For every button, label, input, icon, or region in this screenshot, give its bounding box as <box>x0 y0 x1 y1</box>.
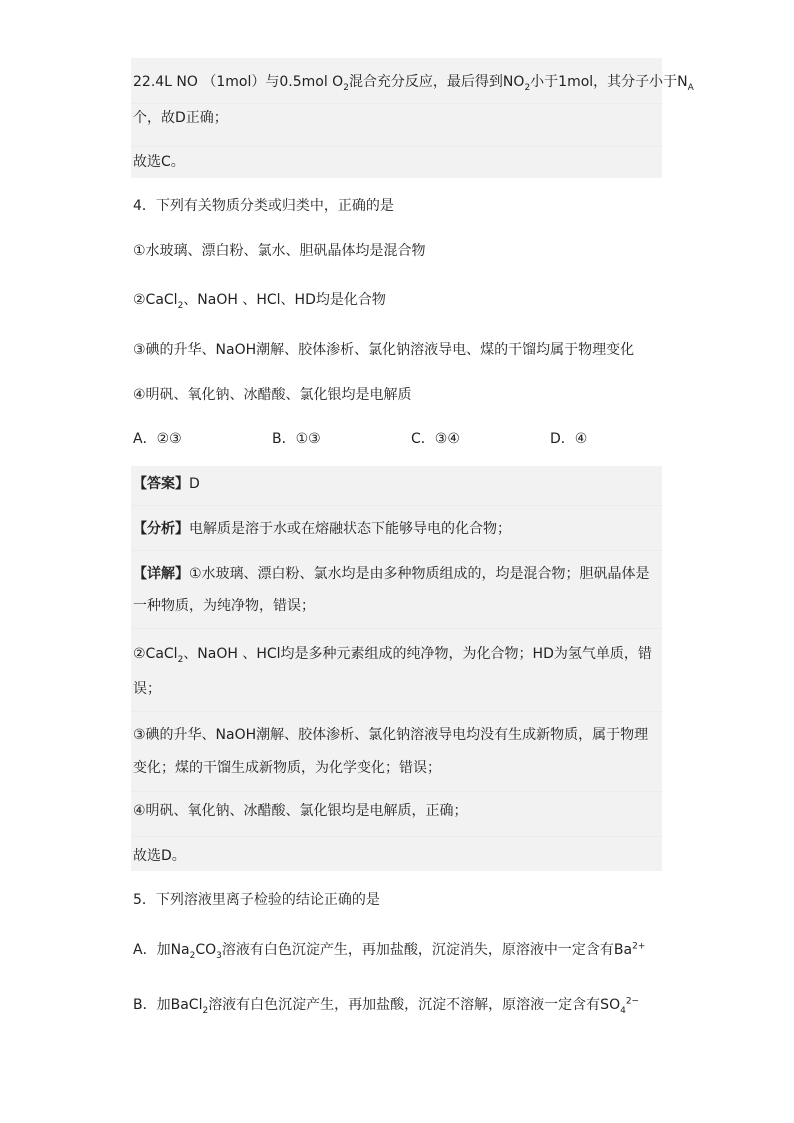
option-d: D．④ <box>550 431 588 447</box>
option-a: A．加$Na_2CO_3$溶液有白色沉淀产生，再加盐酸，沉淀消失，原溶液中一定含有$Ba^{2+}$ <box>133 941 646 961</box>
text-line: 故选C。 <box>133 154 185 170</box>
detail-line: ④明矾、氧化钠、冰醋酸、氯化银均是电解质，正确； <box>133 803 468 819</box>
option-b: B．加BaCl$_2$溶液有白色沉淀产生，再加盐酸，沉淀不溶解，原溶液一定含有$SO_4^{2-}$ <box>133 996 640 1016</box>
detail-line: 【详解】①水玻璃、漂白粉、氯水均是由多种物质组成的，均是混合物；胆矾晶体是 <box>133 566 650 582</box>
divider <box>131 791 662 792</box>
statement-4: ④明矾、氧化钠、冰醋酸、氯化银均是电解质 <box>133 387 412 403</box>
text-line: 个，故D正确； <box>133 110 228 126</box>
statement-1: ①水玻璃、漂白粉、氯水、胆矾晶体均是混合物 <box>133 243 426 259</box>
divider <box>131 146 662 147</box>
question-stem: 5．下列溶液里离子检验的结论正确的是 <box>133 892 380 908</box>
analysis-line: 【分析】电解质是溶于水或在熔融状态下能够导电的化合物； <box>133 521 511 537</box>
option-c: C．③④ <box>411 431 460 447</box>
detail-line: ②CaCl$_2$、NaOH 、HCl均是多种元素组成的纯净物，为化合物；HD为氢气单质，错 <box>133 646 652 665</box>
detail-line: 一种物质，为纯净物，错误； <box>133 598 315 614</box>
divider <box>131 505 662 506</box>
question-stem: 4．下列有关物质分类或归类中，正确的是 <box>133 198 394 214</box>
option-b: B．①③ <box>272 431 321 447</box>
divider <box>131 103 662 104</box>
answer-line: 【答案】D <box>133 476 200 492</box>
divider <box>131 836 662 837</box>
divider <box>131 628 662 629</box>
detail-line: 误； <box>133 681 161 697</box>
statement-3: ③碘的升华、NaOH潮解、胶体渗析、氯化钠溶液导电、煤的干馏均属于物理变化 <box>133 342 635 358</box>
text-line: 22.4L NO （1mol）与0.5mol $O_2$混合充分反应，最后得到$NO_2$小于1mol，其分子小于$N_A$ <box>133 74 694 93</box>
divider <box>131 550 662 551</box>
detail-line: 变化；煤的干馏生成新物质，为化学变化；错误； <box>133 760 441 776</box>
statement-2: ②CaCl$_2$、NaOH 、HCl、HD均是化合物 <box>133 292 386 311</box>
option-a: A．②③ <box>133 431 182 447</box>
detail-line: ③碘的升华、NaOH潮解、胶体渗析、氯化钠溶液导电均没有生成新物质，属于物理 <box>133 727 649 743</box>
final-answer-line: 故选D。 <box>133 848 186 864</box>
divider <box>131 711 662 712</box>
